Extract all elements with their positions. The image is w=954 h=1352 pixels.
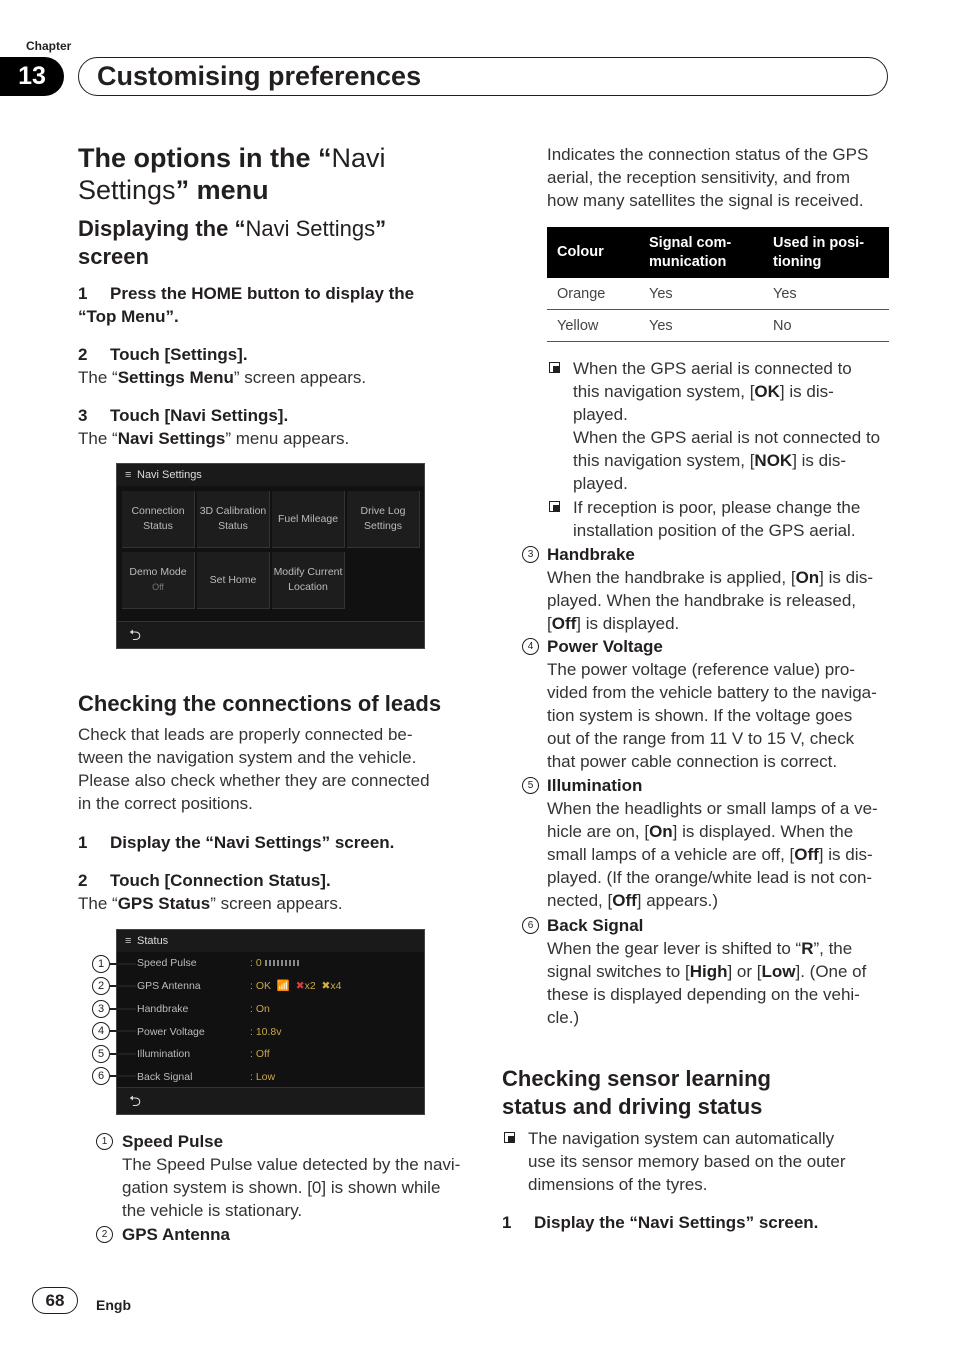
body-text: hicle are on, [ [547,822,650,841]
body-line: When the headlights or small lamps of a ve- [547,799,878,818]
body-emphasis: R [801,939,814,958]
note-checkbox-icon [504,1132,515,1143]
satellite-yellow-icon: ✖ [321,980,331,992]
body-line: gation system is shown. [0] is shown while [122,1178,441,1197]
body-text: The “ [78,894,118,913]
body-line: out of the range from 11 V to 15 V, check [547,729,855,748]
step-number: 1 [78,833,88,852]
body-line: When the GPS aerial is not connected to [573,428,881,447]
item-power-voltage [522,635,892,773]
body-text: [ [547,614,552,633]
body-text: ”, the [813,939,853,958]
callout-leader [110,1075,136,1077]
step-text: Touch [Connection Status]. [110,871,331,890]
body-text: When the gear lever is shifted to “ [547,939,802,958]
leads-step-2-result [78,892,343,915]
step-text: Press the HOME button to display the [110,284,415,303]
body-line: Check that leads are properly connected be- [78,725,413,744]
screen-bottom-bar [117,621,424,648]
screen-titlebar [117,930,424,952]
body-text: ” menu appears. [225,429,350,448]
subsection-title-sensor [502,1065,892,1121]
body-text: small lamps of a vehicle are off, [ [547,845,795,864]
body-line: installation position of the GPS aerial. [573,521,856,540]
body-line: played. (If the orange/white lead is not con- [547,868,873,887]
body-text: ” screen appears. [233,368,367,387]
item-number: 1 [96,1133,113,1150]
status-row-back-signal [137,1066,276,1088]
table-header: Colour [547,227,639,278]
body-text: ] appears.) [636,891,719,910]
step-3-result [78,427,349,450]
satellite-red-icon: ✖ [295,980,305,992]
body-line: The Speed Pulse value detected by the navi- [122,1155,461,1174]
satellite-count: x2 [304,980,316,992]
status-label: GPS Antenna [137,980,201,992]
status-label: Speed Pulse [137,957,197,969]
note-checkbox-icon [549,501,560,512]
subsection-title-part: screen [78,244,149,269]
body-line: The navigation system can automatically [528,1129,835,1148]
body-emphasis: On [649,822,673,841]
step-number: 3 [78,406,88,425]
status-row-speed-pulse [137,952,262,974]
screen-titlebar [117,464,424,486]
section-title-part: The options in the “ [78,143,332,173]
body-emphasis: Off [612,891,637,910]
status-value: : Off [250,1048,270,1060]
tile-sub-value: Off [152,582,164,592]
step-number: 2 [78,345,88,364]
subsection-title-display [78,215,498,271]
item-handbrake [522,543,892,635]
status-value-text: : 0 [250,957,262,969]
status-label: Back Signal [137,1071,193,1083]
item-number: 3 [522,546,539,563]
table-cell: Yes [639,278,763,310]
tile-label: Connection Status [131,505,185,532]
settings-menu-icon: ≡ [125,935,132,947]
item-number: 2 [96,1226,113,1243]
body-line: played. When the handbrake is released, [547,591,857,610]
sensor-step-1 [502,1211,818,1234]
body-line: vided from the vehicle battery to the naviga- [547,683,877,702]
body-line: Please also check whether they are connected [78,771,430,790]
body-text: ] is dis- [818,845,873,864]
body-line: cle.) [547,1008,580,1027]
body-text: When the handbrake is applied, [ [547,568,796,587]
body-emphasis: Navi Settings [117,429,226,448]
callout-leader [110,985,136,987]
screen-title: Navi Settings [137,469,202,481]
body-text: ]. (One of [795,962,867,981]
tile-set-home[interactable] [197,552,270,609]
body-text: ] is dis- [792,451,847,470]
subsection-title-part: Navi Settings [245,216,376,241]
table-row [547,278,889,310]
back-arrow-icon[interactable]: ⮌ [129,627,142,644]
callout-5: 5 [92,1045,110,1063]
item-title: GPS Antenna [122,1225,230,1244]
body-text: ] is displayed. When the [672,822,854,841]
step-text: Display the “Navi Settings” screen. [110,833,395,852]
status-value: : On [250,1003,270,1015]
body-line: use its sensor memory based on the outer [528,1152,846,1171]
body-text: ” screen appears. [210,894,343,913]
status-row-gps-antenna [137,975,342,997]
note-aerial-connection [549,357,894,495]
body-line: When the GPS aerial is connected to [573,359,852,378]
tile-label: Demo Mode [129,566,187,578]
chapter-label: Chapter [26,39,72,53]
subsection-title-part: Displaying the “ [78,216,246,241]
navi-settings-screenshot [116,463,425,649]
step-1 [78,282,478,328]
note-sensor-memory [504,1127,894,1196]
item-gps-antenna [96,1223,230,1246]
subsection-title-line: status and driving status [502,1094,763,1119]
tile-label: Drive Log Settings [360,505,406,532]
body-text: ] is dis- [779,382,834,401]
callout-2: 2 [92,977,110,995]
item-speed-pulse [96,1130,476,1222]
item-title: Back Signal [547,916,644,935]
status-value: : Low [250,1071,276,1083]
table-cell: Yellow [547,310,639,342]
body-line: The power voltage (reference value) pro- [547,660,856,679]
table-cell: Orange [547,278,639,310]
step-text: Display the “Navi Settings” screen. [534,1213,819,1232]
status-row-handbrake [137,998,270,1020]
status-label: Illumination [137,1048,191,1060]
callout-1: 1 [92,955,110,973]
callout-leader [110,963,136,965]
body-text: ] is dis- [819,568,874,587]
item-illumination [522,774,892,912]
status-row-illumination [137,1043,270,1065]
tile-label: Set Home [209,573,257,586]
leads-paragraph [78,723,478,815]
tile-connection-status[interactable] [122,491,195,548]
step-text: Touch [Settings]. [110,345,248,364]
callout-leader [110,1008,136,1010]
status-row-power-voltage [137,1021,282,1043]
item-number: 5 [522,777,539,794]
body-text: ] or [ [727,962,762,981]
settings-menu-icon: ≡ [125,469,132,481]
section-title-part: Navi [331,143,386,173]
body-emphasis: Off [794,845,819,864]
body-text: The “ [78,368,118,387]
step-number: 1 [502,1213,512,1232]
body-line: dimensions of the tyres. [528,1175,708,1194]
screen-title: Status [137,935,169,947]
step-2-result [78,366,366,389]
step-text: Touch [Navi Settings]. [110,406,289,425]
body-text: this navigation system, [ [573,451,755,470]
colour-table [547,227,889,342]
subsection-title-leads: Checking the connections of leads [78,691,442,716]
antenna-signal-icon: 📶 [276,980,290,992]
body-line: how many satellites the signal is received. [547,191,864,210]
note-reception [549,496,894,542]
step-number: 2 [78,871,88,890]
status-label: Handbrake [137,1003,189,1015]
body-emphasis: On [795,568,820,587]
body-emphasis: Settings Menu [117,368,234,387]
subsection-title-line: Checking sensor learning [502,1066,771,1091]
body-text: signal switches to [ [547,962,690,981]
section-title-part: ” menu [175,175,269,205]
item-title: Illumination [547,776,643,795]
table-cell: No [763,310,889,342]
leads-step-2 [78,869,331,892]
item-title: Speed Pulse [122,1132,224,1151]
satellite-count: x4 [330,980,342,992]
body-line: If reception is poor, please change the [573,498,861,517]
table-header: Used in posi- tioning [763,227,889,278]
table-header: Signal com- munication [639,227,763,278]
status-value-text: : OK [250,980,272,992]
body-line: tween the navigation system and the vehicle. [78,748,417,767]
body-line: these is displayed depending on the vehi- [547,985,860,1004]
callout-6: 6 [92,1067,110,1085]
item-title: Power Voltage [547,637,663,656]
body-line: that power cable connection is correct. [547,752,838,771]
status-label: Power Voltage [137,1026,205,1038]
gps-status-screenshot [116,929,425,1115]
body-emphasis: Low [761,962,796,981]
callout-leader [110,1030,136,1032]
page-number: 68 [32,1287,78,1314]
tile-fuel-mileage[interactable] [272,491,345,548]
back-arrow-icon[interactable]: ⮌ [129,1093,142,1110]
body-line: played. [573,405,628,424]
body-emphasis: OK [754,382,780,401]
chapter-title: Customising preferences [97,61,422,91]
tile-drive-log[interactable] [347,491,420,548]
callout-3: 3 [92,1000,110,1018]
step-number: 1 [78,284,88,303]
item-number: 6 [522,917,539,934]
table-cell: Yes [763,278,889,310]
status-value [250,952,301,974]
tile-demo-mode[interactable] [122,552,195,609]
item-number: 4 [522,638,539,655]
body-line: played. [573,474,628,493]
chapter-number: 13 [0,57,64,96]
body-line: tion system is shown. If the voltage goes [547,706,853,725]
tile-label: Modify Current Location [273,566,343,593]
body-line: Indicates the connection status of the GPS [547,145,869,164]
tile-label: Fuel Mileage [277,512,339,525]
body-line: aerial, the reception sensitivity, and from [547,168,850,187]
body-text: this navigation system, [ [573,382,755,401]
table-header-row [547,227,889,278]
section-title-part: Settings [78,175,176,205]
step-text: “Top Menu”. [78,307,179,326]
tile-modify-location[interactable] [272,552,345,609]
pulse-bar-icon [265,960,301,966]
body-emphasis: High [689,962,728,981]
step-3 [78,404,288,427]
section-title [78,142,498,206]
body-text: The “ [78,429,118,448]
body-line: in the correct positions. [78,794,253,813]
body-emphasis: Off [551,614,577,633]
note-checkbox-icon [549,362,560,373]
gps-intro-paragraph [547,143,892,212]
leads-step-1 [78,831,394,854]
body-text: nected, [ [547,891,613,910]
status-value: : 10.8v [250,1026,282,1038]
screen-bottom-bar [117,1087,424,1114]
item-back-signal [522,914,892,1029]
table-row [547,310,889,342]
status-value [250,975,341,997]
body-line: the vehicle is stationary. [122,1201,303,1220]
tile-3d-calibration[interactable] [197,491,270,548]
table-cell: Yes [639,310,763,342]
body-emphasis: GPS Status [117,894,211,913]
body-text: ] is displayed. [576,614,680,633]
language-code: Engb [96,1297,131,1313]
callout-4: 4 [92,1022,110,1040]
body-emphasis: NOK [754,451,793,470]
tile-label: 3D Calibration Status [199,505,267,532]
subsection-title-part: ” [375,216,387,241]
callout-leader [110,1053,136,1055]
step-2 [78,343,248,366]
item-title: Handbrake [547,545,635,564]
